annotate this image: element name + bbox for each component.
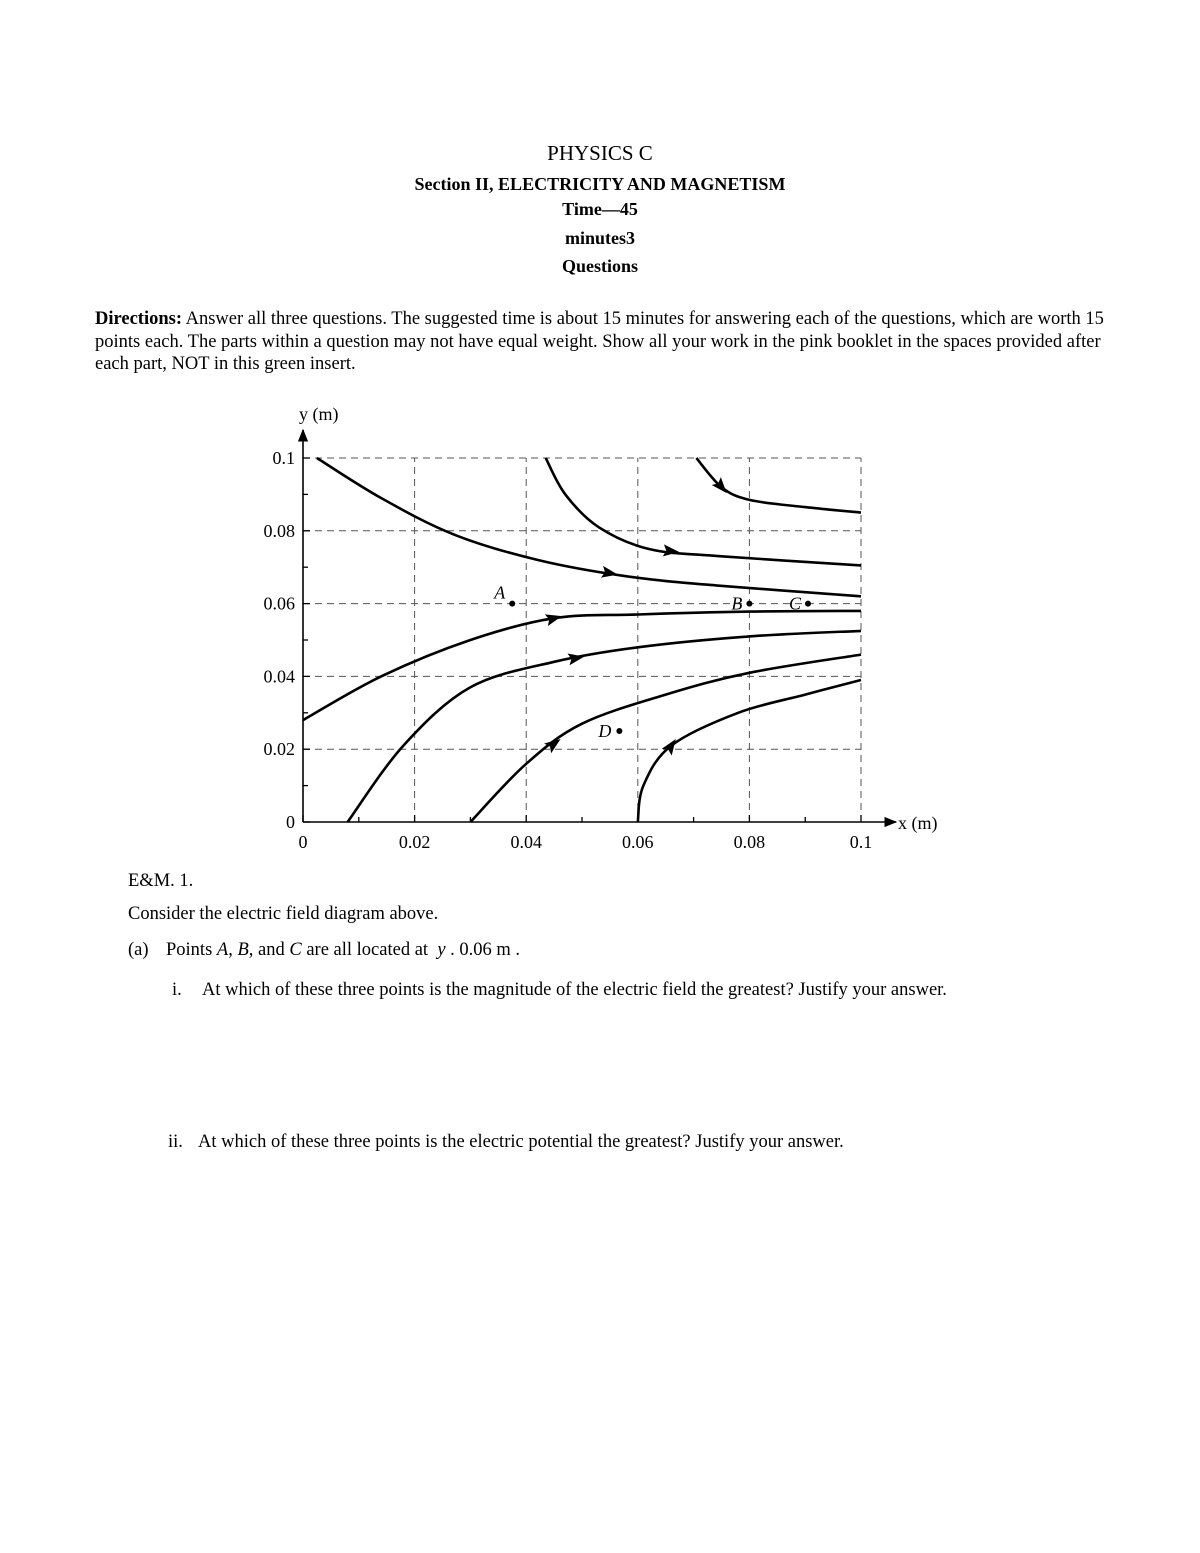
axes	[303, 430, 896, 822]
minutes-heading: minutes3	[564, 228, 635, 248]
part-a-point-c: C	[289, 940, 302, 960]
questions-heading: Questions	[561, 256, 639, 276]
point-b-label: B	[731, 593, 743, 614]
electric-field-diagram	[0, 395, 1200, 865]
x-tick-label: 0.08	[733, 832, 766, 852]
question-intro: Consider the electric field diagram above.	[128, 904, 439, 924]
sub-question-ii-text: At which of these three points is the electric potential the greatest? Justify your answer.	[198, 1132, 844, 1152]
x-tick-label: 0.04	[510, 832, 542, 852]
part-a-word: are all located at	[306, 940, 429, 960]
y-tick-label: 0.06	[263, 593, 295, 614]
part-a-word: and	[258, 940, 285, 960]
y-axis-label: y (m)	[299, 404, 339, 424]
directions-label: Directions:	[95, 309, 182, 329]
x-tick-label: 0.06	[622, 832, 654, 852]
page-title: PHYSICS C	[547, 141, 653, 165]
point-d-dot	[616, 728, 622, 734]
directions-text: Answer all three questions. The suggested time is about 15 minutes for answering each of the questions, which are worth 15 points each. The parts within a question may not have equal weight. Show all your work in the pink booklet in the spaces provided after each part, NOT in this green insert.	[95, 309, 1104, 374]
question-number: E&M. 1.	[128, 871, 194, 891]
sub-question-ii	[168, 1132, 844, 1153]
field-lines	[303, 458, 861, 822]
point-b-dot	[746, 601, 752, 607]
y-tick-label: 0	[286, 812, 295, 832]
field-line	[303, 611, 861, 720]
labeled-points	[493, 583, 811, 741]
directions-paragraph	[95, 308, 1105, 376]
sub-question-i-text: At which of these three points is the magnitude of the electric field the greatest? Justify your answer.	[202, 980, 947, 1000]
point-c-label: C	[788, 593, 801, 614]
field-line	[546, 458, 861, 565]
x-axis-label: x (m)	[898, 813, 938, 833]
point-d-label: D	[598, 721, 612, 741]
point-a-label: A	[494, 582, 506, 603]
sub-question-ii-numeral: ii.	[168, 1132, 183, 1152]
part-a-var-y: y	[437, 940, 446, 960]
x-tick-label: 0.1	[849, 832, 873, 852]
part-a-point-b: B	[237, 940, 249, 960]
sub-question-i-numeral: i.	[172, 980, 182, 1000]
y-tick-label: 0.1	[272, 448, 295, 468]
part-a-word: Points	[166, 940, 213, 960]
section-heading: Section II, ELECTRICITY AND MAGNETISM	[414, 174, 786, 194]
part-a-label: (a)	[128, 940, 149, 960]
field-line	[470, 655, 861, 822]
y-tick-label: 0.04	[263, 666, 295, 687]
sub-question-i	[172, 980, 947, 1001]
x-tick-label: 0.02	[398, 832, 431, 852]
y-tick-label: 0.02	[263, 739, 295, 760]
y-tick-label: 0.08	[263, 520, 295, 541]
time-heading: Time—45	[562, 199, 638, 219]
field-line	[317, 458, 861, 596]
x-tick-label: 0	[298, 832, 308, 852]
part-a: (a) Points A, B, and C are all located at y . 0.06 m .	[128, 940, 521, 960]
part-a-point-a: A	[216, 940, 229, 960]
tick-labels	[264, 448, 873, 852]
point-a-dot	[509, 601, 515, 607]
part-a-value: . 0.06 m .	[450, 940, 521, 960]
point-c-dot	[805, 601, 811, 607]
